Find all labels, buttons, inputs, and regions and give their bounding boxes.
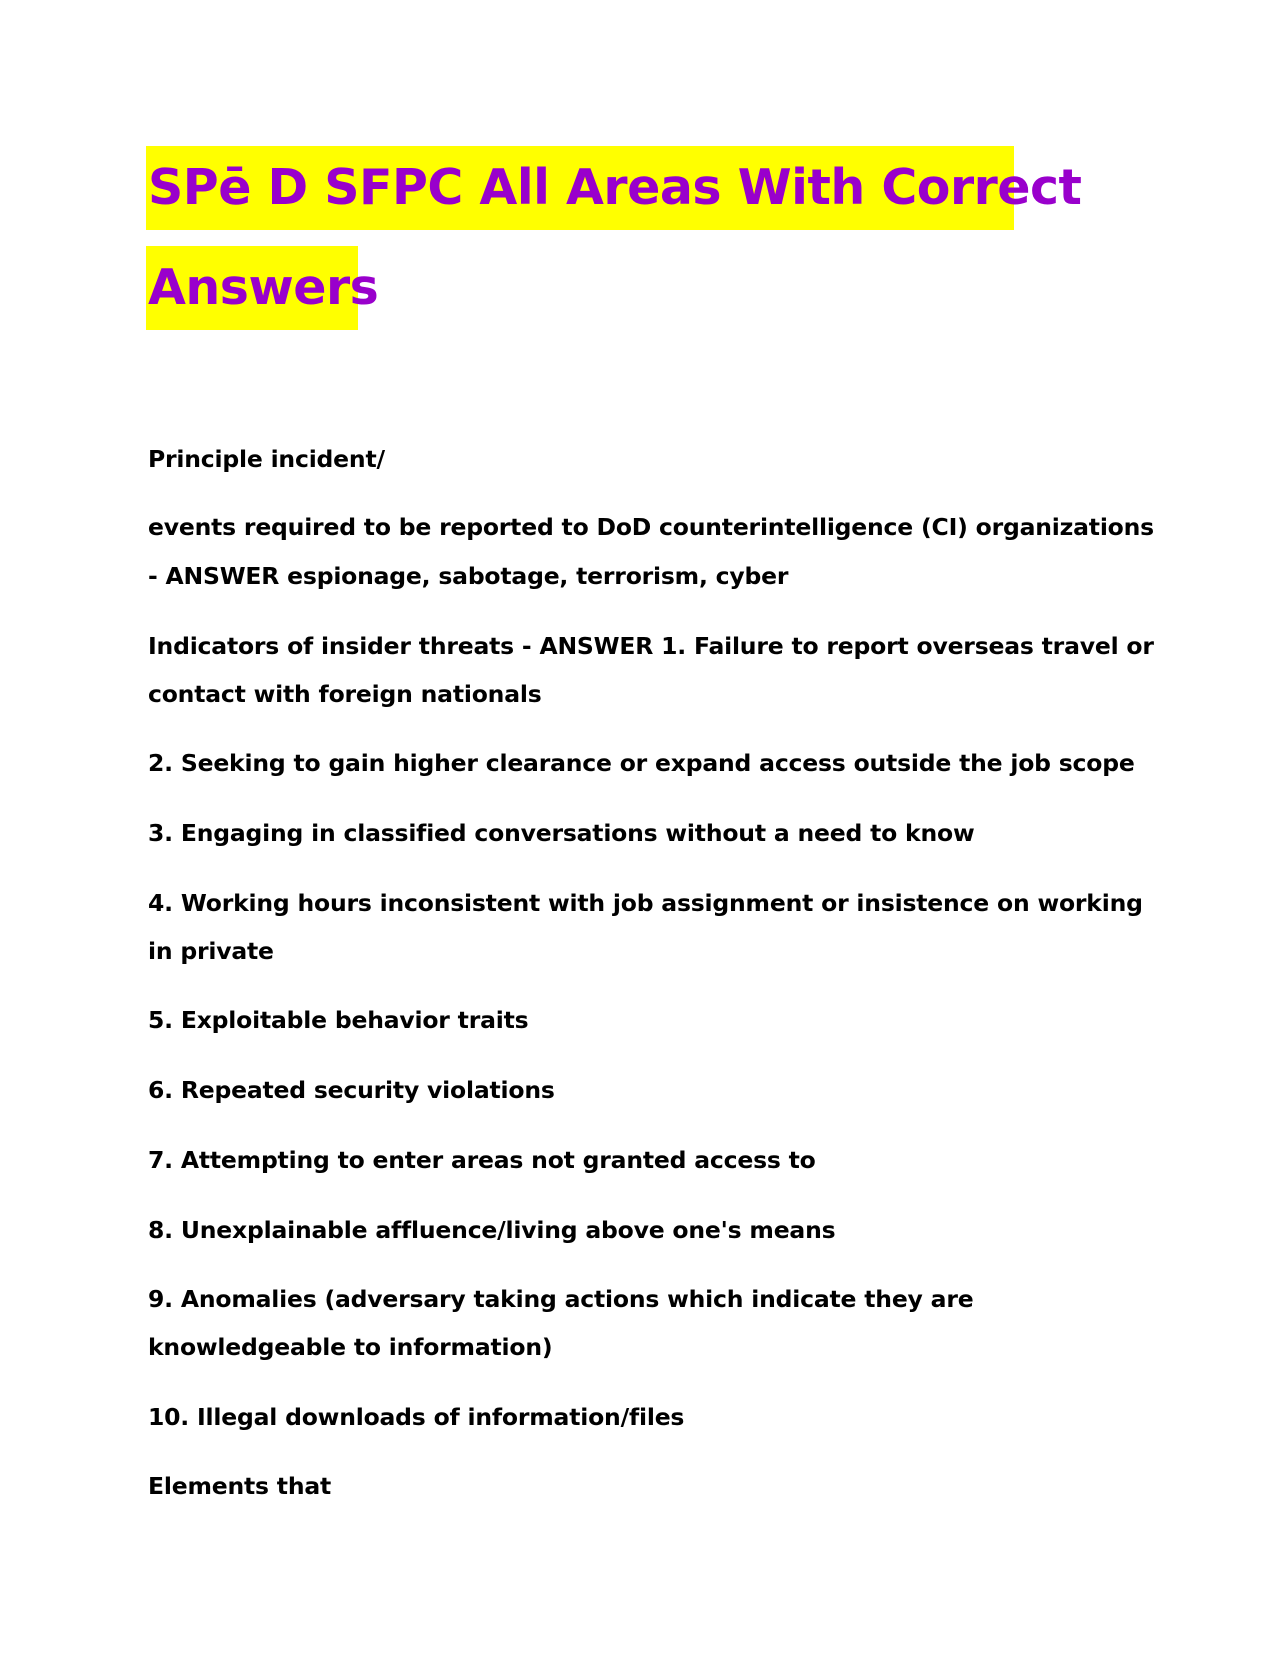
list-item-3: 3. Engaging in classified conversations without a need to know [148,819,975,847]
text-line-indicators-insider-threats: Indicators of insider threats - ANSWER 1. Failure to report overseas travel or [148,632,1154,660]
list-item-6: 6. Repeated security violations [148,1076,555,1104]
text-line-contact-foreign-nationals: contact with foreign nationals [148,680,542,708]
list-item-9-continued: knowledgeable to information) [148,1333,553,1361]
list-item-5: 5. Exploitable behavior traits [148,1006,529,1034]
document-title-line-2: Answers [146,246,358,330]
list-item-4-continued: in private [148,937,274,965]
list-item-8: 8. Unexplainable affluence/living above one's means [148,1216,836,1244]
document-title-line-1: SPē D SFPC All Areas With Correct [146,146,1014,230]
list-item-2: 2. Seeking to gain higher clearance or expand access outside the job scope [148,749,1135,777]
text-line-principle-incident: Principle incident/ [148,445,385,473]
list-item-4: 4. Working hours inconsistent with job assignment or insistence on working [148,889,1143,917]
text-line-answer-espionage: - ANSWER espionage, sabotage, terrorism, cyber [148,562,789,590]
list-item-10: 10. Illegal downloads of information/files [148,1403,685,1431]
text-line-elements-that: Elements that [148,1472,332,1500]
text-line-events-required: events required to be reported to DoD counterintelligence (CI) organizations [148,513,1154,541]
list-item-7: 7. Attempting to enter areas not granted access to [148,1146,816,1174]
list-item-9: 9. Anomalies (adversary taking actions which indicate they are [148,1285,974,1313]
